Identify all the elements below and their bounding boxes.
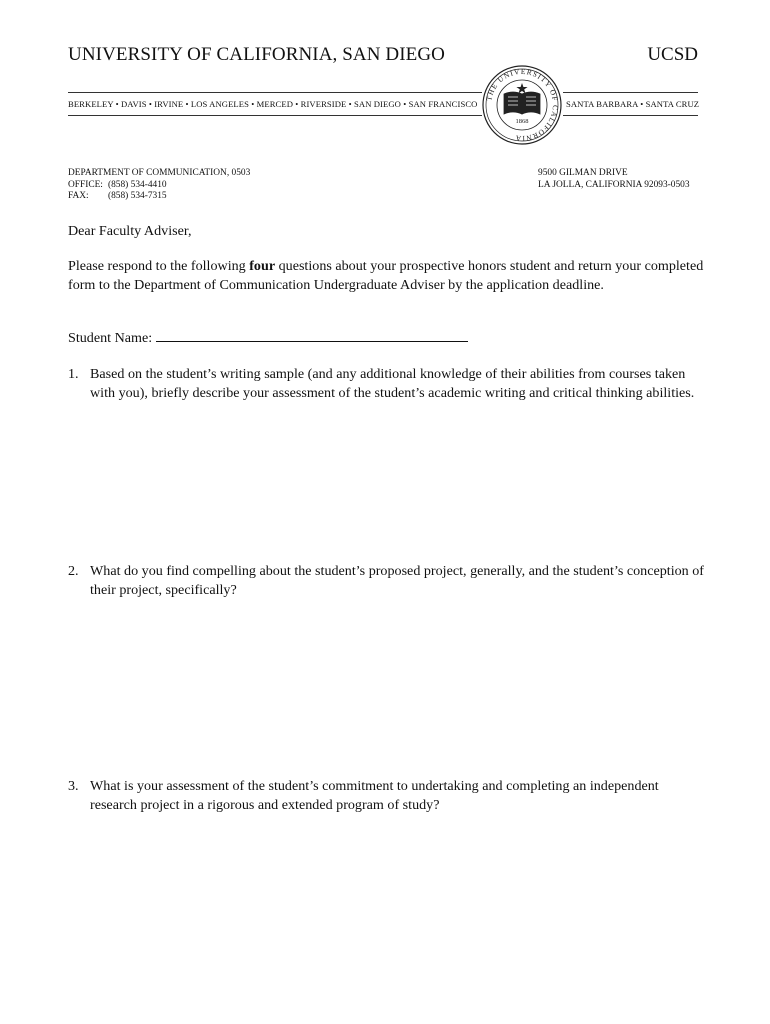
question-number: 2. (68, 563, 79, 579)
letterhead-rule-right-top (563, 92, 698, 93)
student-name-row (68, 328, 708, 348)
question-2 (68, 562, 708, 599)
answer-area-3[interactable] (90, 820, 708, 1000)
question-3 (68, 777, 708, 814)
student-name-label: Student Name: (68, 330, 153, 346)
salutation: Dear Faculty Adviser, (68, 223, 192, 239)
department-name: DEPARTMENT OF COMMUNICATION, 0503 (68, 168, 251, 178)
fax-label: FAX: (68, 191, 89, 201)
campus-list-left: BERKELEY • DAVIS • IRVINE • LOS ANGELES • MERCED • RIVERSIDE • SAN DIEGO • SAN FRANCISCO (68, 99, 478, 109)
question-1 (68, 365, 708, 402)
campus-list-right: SANTA BARBARA • SANTA CRUZ (566, 99, 700, 109)
office-line (68, 180, 250, 192)
fax-phone: (858) 534-7315 (108, 191, 167, 201)
student-name-field[interactable] (156, 328, 468, 342)
intro-emphasis: four (249, 258, 276, 274)
university-seal (481, 64, 563, 146)
office-label: OFFICE: (68, 179, 103, 190)
question-number: 1. (68, 366, 79, 382)
letterhead-rule-left-bottom (68, 115, 482, 116)
contact-left (68, 168, 250, 203)
office-phone: (858) 534-4410 (108, 179, 167, 190)
intro-text-start: Please respond to the following (68, 258, 250, 274)
answer-area-2[interactable] (90, 605, 708, 770)
contact-right (538, 168, 690, 191)
fax-line (68, 191, 250, 203)
intro-text-end: questions about your prospective honors student and return your completed form to the Department of Communication Undergraduate Adviser by the application deadline. (68, 258, 704, 293)
question-number: 3. (68, 778, 79, 794)
answer-area-1[interactable] (90, 425, 708, 555)
letterhead-rule-left-top (68, 92, 482, 93)
letterhead-rule-right-bottom (563, 115, 698, 116)
city-address: LA JOLLA, CALIFORNIA 92093-0503 (538, 179, 690, 190)
university-abbrev: UCSD (647, 44, 698, 65)
question-text: What do you find compelling about the student’s proposed project, generally, and the student’s conception of their project, specifically? (90, 563, 704, 598)
star-icon (516, 83, 527, 93)
university-title: UNIVERSITY OF CALIFORNIA, SAN DIEGO (68, 44, 445, 65)
seal-ring-text: THE UNIVERSITY OF CALIFORNIA (484, 66, 561, 144)
question-text: Based on the student’s writing sample (and any additional knowledge of their abilities from courses taken with you), briefly describe your assessment of the student’s academic writing and critical thinking abilities. (90, 366, 695, 401)
intro-paragraph (68, 257, 708, 294)
street-address: 9500 GILMAN DRIVE (538, 168, 628, 178)
seal-year: 1868 (515, 118, 529, 125)
question-text: What is your assessment of the student’s commitment to undertaking and completing an independent research project in a rigorous and extended program of study? (90, 778, 659, 813)
book-icon (504, 92, 540, 114)
